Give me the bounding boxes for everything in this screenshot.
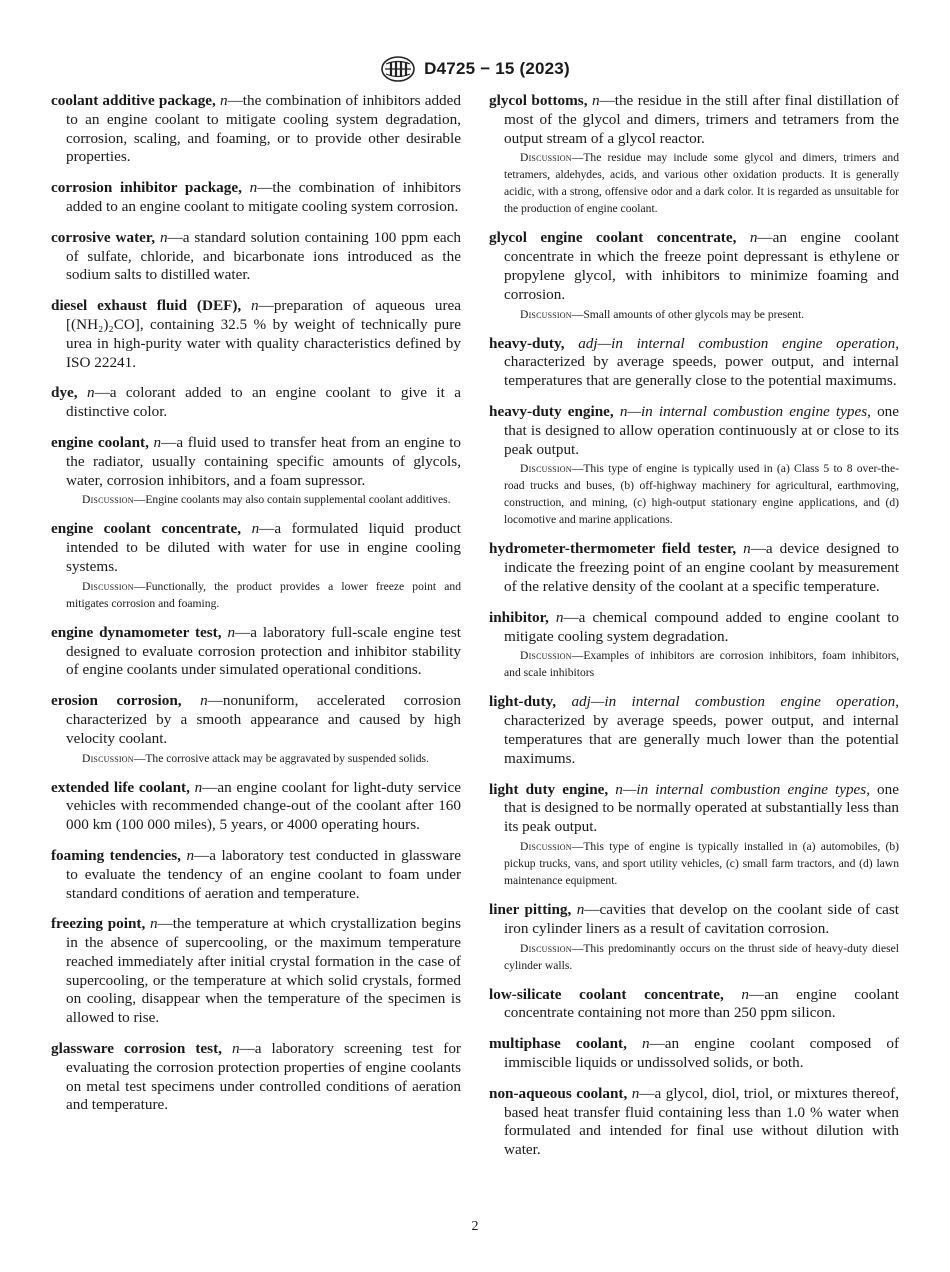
glossary-entry	[489, 335, 899, 391]
part-of-speech: n	[231, 1040, 240, 1058]
term: corrosion inhibitor package,	[51, 179, 242, 197]
definition-text: , one that is designed to allow operation continuously at or close to its peak output.	[504, 402, 899, 458]
part-of-speech: n	[615, 780, 623, 798]
part-of-speech: n	[149, 915, 158, 933]
glossary-entry	[489, 693, 899, 768]
definition	[489, 229, 899, 304]
part-of-speech: n	[591, 92, 600, 109]
part-of-speech: n	[153, 433, 162, 451]
definition	[489, 92, 899, 148]
discussion-label: Discussion	[520, 941, 572, 955]
glossary-entry	[51, 384, 461, 422]
page-number: 2	[471, 1219, 479, 1234]
term: foaming tendencies,	[51, 846, 181, 864]
term: glycol engine coolant concentrate,	[489, 229, 737, 247]
discussion-note	[489, 149, 899, 217]
definition	[51, 384, 461, 422]
part-of-speech: adj	[571, 693, 591, 711]
part-of-speech: adj	[578, 334, 598, 352]
definition-text: —the combination of inhibitors added to an engine coolant to mitigate cooling system degradation, corrosion, scaling, and foaming, or to provide other desirable properties.	[66, 92, 461, 166]
definition-text: —the residue in the still after final distillation of most of the glycol and dimers, trimers and tetramers from the output stream of a glycol reactor.	[504, 92, 899, 147]
glossary-entry	[51, 847, 461, 903]
glossary-entry	[489, 1085, 899, 1160]
definition	[51, 520, 461, 576]
astm-logo-icon	[380, 56, 416, 82]
part-of-speech: n	[642, 1035, 650, 1053]
glossary-entry	[489, 1035, 899, 1073]
discussion-label: Discussion	[520, 151, 572, 165]
definition	[489, 335, 899, 391]
part-of-speech: n	[619, 402, 628, 420]
discussion-label: Discussion	[82, 493, 134, 507]
discussion-text: —Functionally, the product provides a lower freeze point and mitigates corrosion and foaming.	[66, 579, 461, 610]
discussion-label: Discussion	[520, 649, 572, 663]
definition-text: —a colorant added to an engine coolant to give it a distinctive color.	[66, 384, 461, 421]
definition	[51, 434, 461, 490]
part-of-speech: n	[159, 228, 168, 246]
glossary-entry	[51, 434, 461, 508]
glossary-entry	[51, 1040, 461, 1115]
definition-text: , one that is designed to be normally operated at substantially less than its peak output.	[504, 780, 899, 836]
discussion-label: Discussion	[82, 579, 134, 593]
discussion-note	[489, 940, 899, 974]
discussion-text: —Examples of inhibitors are corrosion inhibitors, foam inhibitors, and scale inhibitors	[504, 649, 899, 680]
term: extended life coolant,	[51, 778, 190, 796]
definition	[51, 92, 461, 167]
definition-text: —a glycol, diol, triol, or mixtures thereof, based heat transfer fluid containing less than 1.0 % water when formulated and intended for final use without dilution with water.	[504, 1084, 899, 1159]
term: liner pitting,	[489, 900, 572, 918]
discussion-note	[51, 750, 461, 767]
part-of-speech: n	[251, 520, 260, 538]
term: low-silicate coolant concentrate,	[489, 985, 724, 1003]
discussion-note	[489, 838, 899, 889]
definition	[51, 229, 461, 285]
term: dye,	[51, 384, 78, 402]
definition	[489, 540, 899, 596]
context: —in internal combustion engine operation	[590, 693, 896, 711]
discussion-text: —The residue may include some glycol and dimers, trimers and tetramers, aldehydes, acids, and various other oxidation products. It is generally acidic, with a strong, offensive odor and a dark color. It is regarded as unsuitable for the production of engine coolant.	[504, 151, 899, 216]
glossary-entry	[51, 692, 461, 766]
definition	[489, 1035, 899, 1073]
term: multiphase coolant,	[489, 1035, 627, 1053]
part-of-speech: n	[186, 846, 195, 864]
glossary-entry	[489, 986, 899, 1024]
part-of-speech: n	[249, 179, 258, 197]
discussion-text: —This type of engine is typically used in (a) Class 5 to 8 over-the-road trucks and buses, (b) off-highway machinery for agricultural, earthmoving, construction, and mining, (c) high-output stationary engine applications, and (d) locomotive and marine applications.	[504, 462, 899, 527]
part-of-speech: n	[631, 1084, 640, 1102]
definition	[51, 847, 461, 903]
term: heavy-duty,	[489, 334, 565, 352]
discussion-text: —Small amounts of other glycols may be present.	[571, 307, 805, 321]
term: engine coolant,	[51, 433, 149, 451]
term: diesel exhaust fluid (DEF),	[51, 297, 242, 315]
glossary-entry	[489, 901, 899, 974]
part-of-speech: n	[576, 900, 585, 918]
part-of-speech: n	[200, 692, 208, 710]
discussion-label: Discussion	[520, 462, 572, 476]
context: —in internal combustion engine operation	[597, 334, 896, 352]
glossary-entry	[51, 915, 461, 1028]
discussion-label: Discussion	[520, 839, 572, 853]
term: engine dynamometer test,	[51, 623, 222, 641]
discussion-label: Discussion	[520, 307, 572, 321]
definition	[489, 609, 899, 647]
definition	[489, 693, 899, 768]
part-of-speech: n	[741, 985, 749, 1003]
definition	[51, 1040, 461, 1115]
term: heavy-duty engine,	[489, 402, 614, 420]
definition-text: , characterized by average speeds, power output, and internal temperatures that are generally much lower than the potential maximums.	[504, 693, 899, 767]
part-of-speech: n	[227, 623, 236, 641]
discussion-text: —This predominantly occurs on the thrust side of heavy-duty diesel cylinder walls.	[504, 941, 899, 972]
right-column	[489, 92, 899, 1172]
definition	[51, 779, 461, 835]
discussion-note	[51, 491, 461, 508]
definition-text: —a formulated liquid product intended to be diluted with water for use in engine cooling systems.	[66, 520, 461, 575]
definition-text: —the combination of inhibitors added to an engine coolant to mitigate cooling system corrosion.	[66, 179, 461, 215]
page-header	[0, 56, 950, 82]
term: erosion corrosion,	[51, 692, 182, 710]
definition-text: —an engine coolant composed of immiscible liquids or undissolved solids, or both.	[504, 1035, 899, 1071]
definition-text: —a laboratory full-scale engine test designed to evaluate corrosion protection and inhibitor stability of engine coolants under simulated operational conditions.	[66, 623, 462, 679]
part-of-speech: n	[219, 92, 228, 109]
left-column	[51, 92, 461, 1127]
document-designation: D4725 − 15 (2023)	[424, 59, 570, 78]
glossary-entry	[489, 403, 899, 528]
term: coolant additive package,	[51, 92, 216, 109]
glossary-entry	[489, 92, 899, 217]
definition	[51, 297, 461, 372]
glossary-entry	[51, 229, 461, 285]
glossary-entry	[489, 609, 899, 682]
context: —in internal combustion engine types	[622, 780, 867, 798]
discussion-note	[51, 578, 461, 612]
discussion-note	[489, 647, 899, 681]
definition	[489, 781, 899, 837]
glossary-entry	[51, 297, 461, 372]
definition	[51, 179, 461, 217]
part-of-speech: n	[555, 608, 564, 626]
glossary-entry	[489, 540, 899, 596]
definition-text: —a fluid used to transfer heat from an engine to the radiator, usually containing specific amounts of glycols, water, corrosion inhibitors, and a foam supressor.	[66, 433, 462, 489]
term: light-duty,	[489, 693, 557, 711]
term: freezing point,	[51, 915, 146, 933]
definition-text: —a standard solution containing 100 ppm each of sulfate, chloride, and bicarbonate ions introduced as the sodium salts to distilled water.	[66, 228, 462, 284]
discussion-text: —Engine coolants may also contain supplemental coolant additives.	[133, 493, 451, 507]
definition-text: —the temperature at which crystallization begins in the absence of supercooling, or the maximum temperature reached immediately after initial crystal formation in the case of supercooling, or the temperature at which solid crystals, formed on cooling, disappear when the temperature of the specimen is allowed to rise.	[66, 915, 461, 1027]
definition-text: —nonuniform, accelerated corrosion characterized by a smooth appearance and caused by high velocity coolant.	[66, 692, 461, 747]
term: non-aqueous coolant,	[489, 1084, 628, 1102]
definition-text: —an engine coolant for light-duty service vehicles with recommended change-out of the coolant after 160 000 km (100 000 miles), 5 years, or 4000 operating hours.	[66, 778, 461, 834]
definition	[489, 901, 899, 939]
glossary-entry	[51, 179, 461, 217]
term: glassware corrosion test,	[51, 1040, 222, 1058]
glossary-entry	[489, 781, 899, 889]
part-of-speech: n	[86, 384, 95, 402]
term: light duty engine,	[489, 780, 609, 798]
definition	[51, 692, 461, 748]
term: engine coolant concentrate,	[51, 520, 242, 538]
term: glycol bottoms,	[489, 92, 588, 109]
glossary-entry	[51, 779, 461, 835]
part-of-speech: n	[743, 540, 751, 558]
definition-text: —a laboratory test conducted in glassware to evaluate the tendency of an engine coolant to foam under standard conditions of aeration and temperature.	[66, 846, 462, 902]
definition	[51, 915, 461, 1028]
discussion-text: —This type of engine is typically installed in (a) automobiles, (b) pickup trucks, vans, and sport utility vehicles, (c) small farm tractors, and (d) lawn maintenance equipment.	[504, 839, 899, 887]
definition	[51, 624, 461, 680]
context: —in internal combustion engine types	[627, 402, 868, 420]
term: hydrometer-thermometer field tester,	[489, 540, 737, 558]
part-of-speech: n	[251, 297, 259, 315]
glossary-entry	[51, 624, 461, 680]
definition-text: , characterized by average speeds, power output, and internal temperatures that are generally close to the potential maximums.	[504, 334, 899, 390]
definition-text: —preparation of aqueous urea [(NH₂)₂CO], containing 32.5 % by weight of technically pure urea in high-purity water with quality characteristics defined by ISO 22241.	[66, 297, 461, 371]
definition	[489, 986, 899, 1024]
discussion-note	[489, 306, 899, 323]
discussion-text: —The corrosive attack may be aggravated by suspended solids.	[133, 751, 429, 765]
part-of-speech: n	[749, 229, 758, 247]
glossary-entry	[489, 229, 899, 322]
term: corrosive water,	[51, 228, 156, 246]
discussion-label: Discussion	[82, 751, 134, 765]
glossary-entry	[51, 92, 461, 167]
definition-text: —cavities that develop on the coolant side of cast iron cylinder liners as a result of cavitation corrosion.	[504, 900, 899, 937]
definition-text: —a device designed to indicate the freezing point of an engine coolant by measurement of the relative density of the coolant at a specific temperature.	[504, 540, 900, 595]
definition	[489, 1085, 899, 1160]
definition-text: —a chemical compound added to engine coolant to mitigate cooling system degradation.	[504, 608, 900, 645]
discussion-note	[489, 460, 899, 528]
definition	[489, 403, 899, 459]
definition-text: —an engine coolant concentrate containing not more than 250 ppm silicon.	[504, 985, 899, 1022]
glossary-entry	[51, 520, 461, 611]
definition-text: —an engine coolant concentrate in which the freeze point depressant is ethylene or propylene glycol, with inhibitors to minimize foaming and corrosion.	[504, 229, 899, 303]
term: inhibitor,	[489, 608, 549, 626]
definition-text: —a laboratory screening test for evaluating the corrosion protection properties of engine coolants on metal test specimens under controlled conditions of aeration and temperature.	[66, 1040, 461, 1114]
part-of-speech: n	[194, 778, 203, 796]
